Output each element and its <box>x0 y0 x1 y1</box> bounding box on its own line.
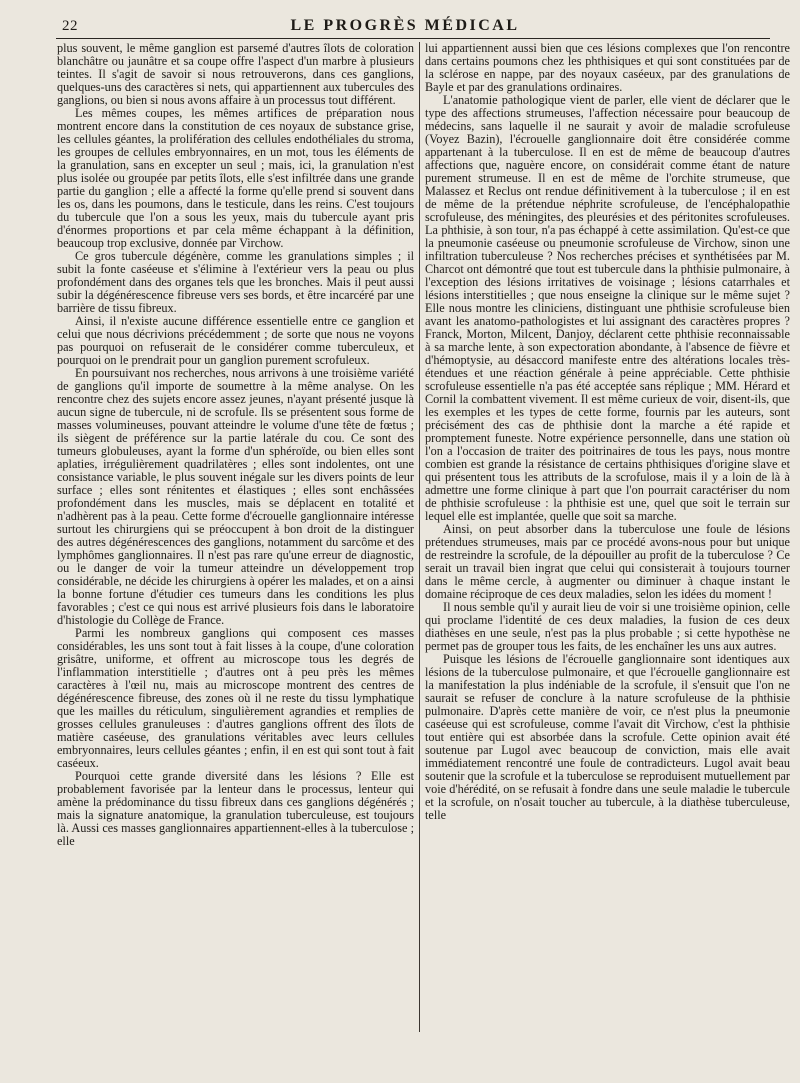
right-column <box>425 42 790 1042</box>
header-rule <box>56 38 770 39</box>
paragraph: plus souvent, le même ganglion est parsemé d'autres îlots de coloration blanchâtre ou jaunâtre et sa coupe offre l'aspect d'un marbre à plusieurs teintes. Il s'agit de savoir si nous retrouverons, dans ces ganglions, quelques-uns des caractères si nets, qui appartiennent aux tubercules des ganglions, ou bien si nous avons affaire à un processus tout différent. <box>57 42 414 107</box>
paragraph: Parmi les nombreux ganglions qui composent ces masses considérables, les uns sont tout à fait lisses à la coupe, d'une coloration grisâtre, uniforme, et offrent au microscope tous les degrés de l'inflammation interstitielle ; d'autres ont à peu près les mêmes caractères à l'œil nu, mais au microscope montrent des centres de dégénérescence fibreuse, des zones où il ne reste du tissu lymphatique que les mailles du réticulum, singulièrement agrandies et remplies de grosses cellules granuleuses : d'autres ganglions offrent des îlots de matière caséeuse, des granulations véritables avec leurs cellules embryonnaires, leurs cellules géantes ; enfin, il en est qui sont tout à fait caséeux. <box>57 626 414 770</box>
paragraph: En poursuivant nos recherches, nous arrivons à une troisième variété de ganglions qu'il importe de soumettre à la même analyse. On les rencontre chez des sujets encore assez jeunes, n'ayant présenté jusque là aucun signe de tubercule, ni de scrofule. Ils se présentent sous forme de masses volumineuses, pouvant atteindre le volume d'une tête de fœtus ; ils siègent de préférence sur la partie latérale du cou. Ce sont des tumeurs globuleuses, ayant la forme d'un sphéroïde, ou bien elles sont aplaties, irrégulièrement quadrilatères ; elles sont indolentes, ont une consistance variable, le plus souvent inégale sur les divers points de leur surface ; elles sont rénitentes et élastiques ; elles sont enchâssées profondément dans les muscles, mais se déplacent en totalité et n'adhèrent pas à la peau. Cette forme d'écrouelle ganglionnaire intéresse surtout les chirurgiens qui se préoccupent à bon droit de la distinguer des autres dégénérescences des ganglions, notamment du sarcôme et des lymphômes ganglionnaires. Il n'est pas rare qu'une erreur de diagnostic, ou le danger de voir la tumeur atteindre un développement trop considérable, ne décide les chirurgiens à opérer les malades, et on a ainsi la bonne fortune d'étudier ces tumeurs dans les conditions les plus favorables ; c'est ce qui nous est arrivé plusieurs fois dans le laboratoire d'histologie du Collège de France. <box>57 366 414 627</box>
left-column <box>57 42 414 1042</box>
paragraph: Il nous semble qu'il y aurait lieu de voir si une troisième opinion, celle qui proclame l'identité de ces deux maladies, la fusion de ces deux diathèses en une seule, n'est pas la plus probable ; si cette hypothèse ne permet pas de grouper tous les faits, de les enchaîner les uns aux autres. <box>425 600 790 653</box>
paragraph: Ainsi, on peut absorber dans la tuberculose une foule de lésions prétendues strumeuses, mais par ce procédé avons-nous pour but unique de restreindre la scrofule, de la dépouiller au profit de la tuberculose ? Ce serait un travail bien ingrat que celui qui consisterait à toujours tourner dans le même cercle, à augmenter ou diminuer à chaque instant le domaine réciproque de ces deux maladies, selon les idées du moment ! <box>425 522 790 601</box>
paragraph: lui appartiennent aussi bien que ces lésions complexes que l'on rencontre dans certains poumons chez les phthisiques et qui sont constituées par de la sclérose en nappe, par des noyaux caséeux, par des granulations de Bayle et par des granulations ordinaires. <box>425 42 790 94</box>
column-divider <box>419 42 420 1032</box>
page-number: 22 <box>62 18 78 34</box>
running-title: LE PROGRÈS MÉDICAL <box>290 17 520 34</box>
paragraph: Pourquoi cette grande diversité dans les lésions ? Elle est probablement favorisée par la lenteur dans le processus, lenteur qui amène la prédominance du tissu fibreux dans ces ganglions dégénérés ; mais la signature anatomique, la granulation tuberculeuse, est toujours là. Aussi ces masses ganglionnaires appartiennent-elles à la tuberculose ; elle <box>57 769 414 848</box>
paragraph: Ainsi, il n'existe aucune différence essentielle entre ce ganglion et celui que nous décrivions précédemment ; de sorte que nous ne voyons pas pourquoi on refuserait de le considérer comme tuberculeux, et pourquoi on le prendrait pour un ganglion purement scrofuleux. <box>57 314 414 367</box>
paragraph: Les mêmes coupes, les mêmes artifices de préparation nous montrent encore dans la constitution de ces noyaux de substance grise, les cellules géantes, la prolifération des cellules endothéliales du stroma, les groupes de cellules embryonnaires, en un mot, tous les éléments de la granulation, sans en excepter un seul ; mais, ici, la granulation n'est plus isolée ou groupée par petits îlots, elle s'est infiltrée dans une grande partie du ganglion ; elle a affecté la forme qu'elle prend si souvent dans les os, dans les poumons, dans le testicule, dans les reins. C'est toujours du tubercule que l'on a sous les yeux, mais du tubercule ayant pris d'énormes proportions et par cela même échappant à la définition, beaucoup trop exclusive, donnée par Virchow. <box>57 106 414 250</box>
paragraph: L'anatomie pathologique vient de parler, elle vient de déclarer que le type des affections strumeuses, l'affection nécessaire pour beaucoup de médecins, sans laquelle il ne saurait y avoir de maladie scrofuleuse (Voyez Bazin), l'écrouelle ganglionnaire doit être considérée comme appartenant à la tuberculose. Il en est de même de beaucoup d'autres affections que, naguère encore, on considérait comme étant de nature purement strumeuse. Il en est de même de l'orchite strumeuse, que Malassez et Reclus ont rendue définitivement à la tuberculose ; il en est de même de la prétendue néphrite scrofuleuse, de l'encéphalopathie scrofuleuse, des méningites, des pleurésies et des péritonites scrofuleuses. La phthisie, à son tour, n'a pas échappé à cette assimilation. Qu'est-ce que la pneumonie caséeuse ou pneumonie scrofuleuse de Virchow, sinon une infiltration tuberculeuse ? Nos recherches précises et synthétisées par M. Charcot ont démontré que tout est tubercule dans la phthisie pulmonaire, à l'exception des lésions irritatives de voisinage ; lésions catarrhales et lésions interstitielles ; que nous enseigne la clinique sur le même sujet ? Elle nous montre les cliniciens, distinguant une phthisie scrofuleuse bien avant les anatomo-pathologistes et lui assignant des caractères propres ? Franck, Morton, Milcent, Danjoy, déclarent cette phthisie reconnaissable à sa marche lente, à son expectoration abondante, à l'absence de fièvre et d'hémoptysie, au désaccord manifeste entre des altérations locales très-étendues et une réaction générale à peine appréciable. Cette phthisie scrofuleuse essentielle n'a pas été acceptée sans réplique ; MM. Hérard et Cornil la combattent vivement. Il est même curieux de voir, disent-ils, que les exemples et les types de cette forme, fournis par les auteurs, sont précisément des cas de phthisie dont la marche a été rapide et promptement funeste. Notre expérience personnelle, dans une station où l'on a l'occasion de traiter des poitrinaires de tous les pays, nous montre combien est grande la résistance de certains phthisiques d'origine slave et qui présentent tous les attributs de la scrofulose, mais il y a loin de là à admettre une forme clinique à part que l'on pourrait caractériser du nom de phthisie scrofuleuse : la phthisie est une, quel que soit le terrain sur lequel elle est implantée, quelle que soit sa marche. <box>425 93 790 523</box>
paragraph: Ce gros tubercule dégénère, comme les granulations simples ; il subit la fonte caséeuse et s'élimine à l'extérieur vers la peau ou plus profondément dans des organes tels que les bronches. Mais il peut aussi subir la dégénérescence fibreuse vers ses bords, et être incarcéré par une barrière de tissu fibreux. <box>57 249 414 315</box>
page-header <box>40 14 770 40</box>
paragraph: Puisque les lésions de l'écrouelle ganglionnaire sont identiques aux lésions de la tuberculose pulmonaire, et que l'écrouelle ganglionnaire est la manifestation la plus indéniable de la scrofule, il s'ensuit que l'on ne saurait se refuser de conclure à la nature scrofuleuse de la phthisie pulmonaire. D'après cette manière de voir, ce n'est plus la pneumonie caséeuse qui est scrofuleuse, comme l'avait dit Virchow, c'est la phthisie tout entière qui est absorbée dans la scrofule. Cette opinion avait été soutenue par Lugol avec beaucoup de conviction, mais elle avait immédiatement rencontré une foule de contradicteurs. Lugol avait beau soutenir que la scrofule et la tuberculose se reproduisent mutuellement par voie d'hérédité, on se refusait à fondre dans une seule maladie le tubercule et la scrofule, on n'osait toucher au tubercule, à la diathèse tuberculeuse, telle <box>425 652 790 822</box>
